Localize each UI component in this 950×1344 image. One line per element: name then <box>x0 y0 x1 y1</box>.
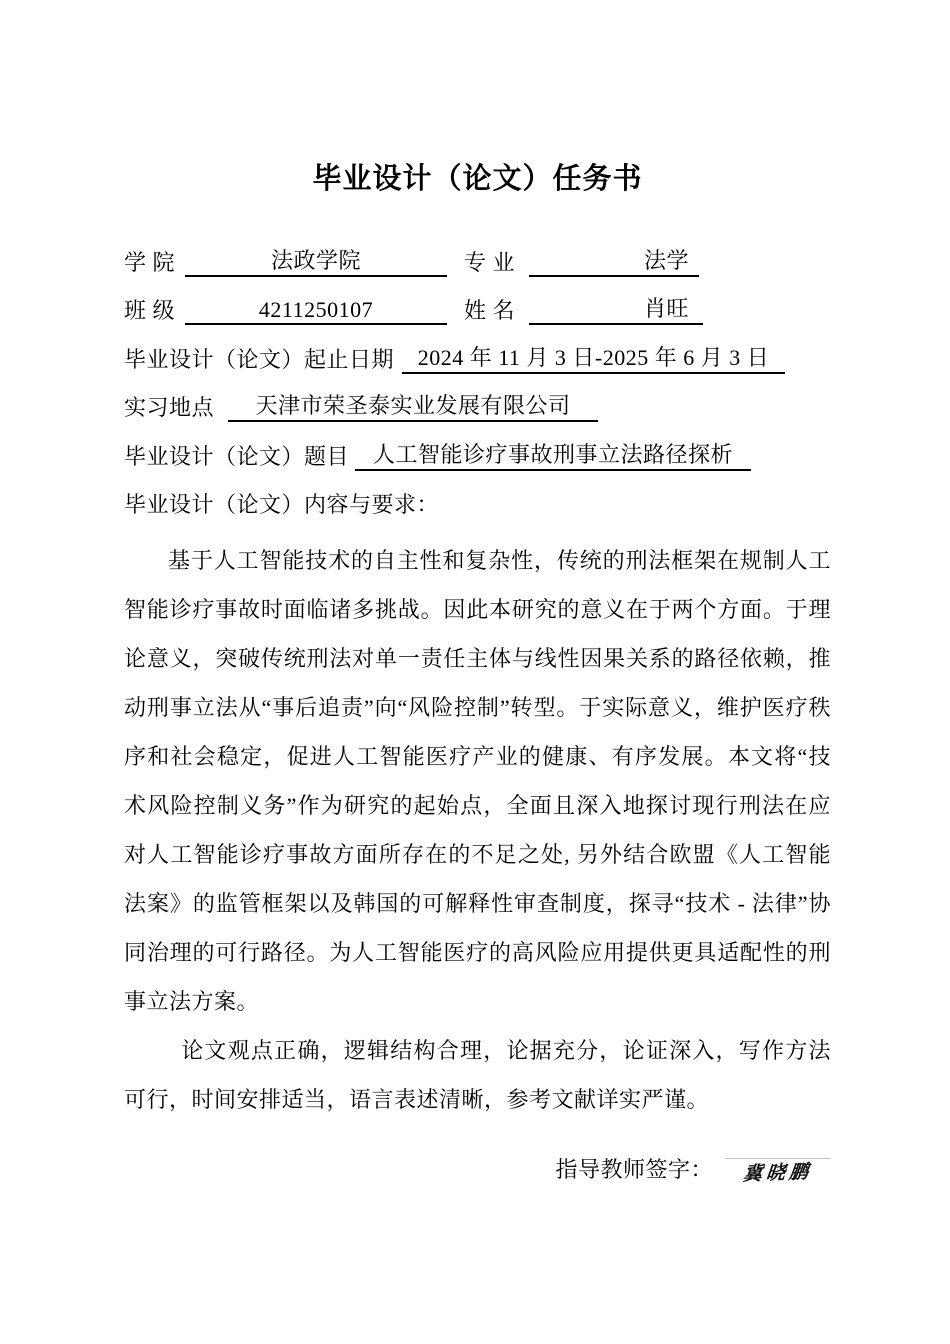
advisor-signature-box <box>725 1158 831 1186</box>
task-form <box>124 228 831 519</box>
major-label: 专 业 <box>464 249 516 275</box>
content-paragraph-2: 论文观点正确，逻辑结构合理，论据充分，论证深入，写作方法可行，时间安排适当，语言表述清晰，参考文献详实严谨。 <box>124 1037 831 1112</box>
college-field: 法政学院 <box>185 244 447 277</box>
row-class-name <box>124 277 831 326</box>
content-paragraph-1: 基于人工智能技术的自主性和复杂性，传统的刑法框架在规制人工智能诊疗事故时面临诸多挑战。因此本研究的意义在于两个方面。于理论意义，突破传统刑法对单一责任主体与线性因果关系的路径依赖，推动刑事立法从“事后追责”向“风险控制”转型。于实际意义，维护医疗秩序和社会稳定，促进人工智能医疗产业的健康、有序发展。本文将“技术风险控制义务”作为研究的起始点，全面且深入地探讨现行刑法在应对人工智能诊疗事故方面所存在的不足之处, 另外结合欧盟《人工智能法案》的监管框架以及韩国的可解释性审查制度，探寻“技术 - 法律”协同治理的可行路径。为人工智能医疗的高风险应用提供更具适配性的刑事立法方案。 <box>124 547 831 1014</box>
advisor-signature-row <box>124 1146 831 1194</box>
class-field: 4211250107 <box>185 297 447 325</box>
document-content <box>124 152 831 1194</box>
page-title: 毕业设计（论文）任务书 <box>312 163 643 195</box>
name-field: 肖旺 <box>529 292 703 325</box>
college-label: 学 院 <box>124 249 176 275</box>
requirements-heading: 毕业设计（论文）内容与要求： <box>124 492 440 517</box>
date-range-label: 毕业设计（论文）起止日期 <box>124 346 395 372</box>
internship-location-label: 实习地点 <box>124 395 215 420</box>
date-range-field: 2024 年 11 月 3 日-2025 年 6 月 3 日 <box>402 341 785 374</box>
row-thesis-topic <box>124 422 831 471</box>
thesis-topic-label: 毕业设计（论文）题目 <box>124 443 350 469</box>
signature-handwriting: 冀晓鹏 <box>742 1161 814 1185</box>
major-field: 法学 <box>529 244 699 277</box>
row-requirements-heading <box>124 471 831 520</box>
internship-location-field: 天津市荣圣泰实业发展有限公司 <box>228 389 598 422</box>
advisor-signature-label: 指导教师签字： <box>555 1156 713 1182</box>
class-label: 班 级 <box>124 298 176 323</box>
thesis-topic-field: 人工智能诊疗事故刑事立法路径探析 <box>355 438 751 471</box>
row-internship-location <box>124 374 831 423</box>
row-date-range <box>124 325 831 374</box>
name-label: 姓 名 <box>464 298 516 323</box>
requirements-body <box>124 536 831 1124</box>
row-college-major <box>124 228 831 277</box>
